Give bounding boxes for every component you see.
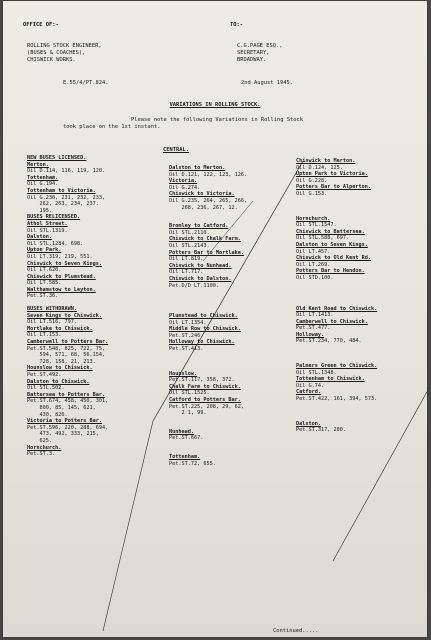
vehicle-list: Oil STL.1547. — [296, 222, 337, 229]
location-entry: Mortlake to Chiswick. — [27, 325, 93, 332]
location-entry: Catford. — [296, 389, 321, 396]
vehicle-list: 2 1, 99. — [169, 410, 207, 417]
location-entry: Middle Row to Chiswick. — [169, 326, 241, 333]
vehicle-list: Oil LT.1354. — [169, 319, 207, 326]
vehicle-list: Oil STL.588, 697. — [296, 235, 350, 242]
location-entry: Potters Bar to Mortlake. — [169, 249, 244, 256]
vehicle-list: Oil STL.502. — [27, 385, 65, 392]
reference-number: E.55/4/PT.824. — [63, 80, 109, 86]
location-entry: Hornchurch. — [27, 444, 62, 451]
vehicle-list: Oil G.228. — [296, 177, 328, 184]
location-entry: Old Kent Road to Chiswick. — [296, 305, 378, 312]
location-entry: Dalston. — [27, 234, 52, 241]
vehicle-list: Pet.ST.225, 208, 29, 62, — [169, 403, 244, 410]
vehicle-list: Oil STL.1319. — [27, 227, 68, 234]
intro-line-1: Please note the following Variations in Rolling Stock — [131, 117, 304, 123]
category-heading: NEW BUSES LICENSED. — [27, 155, 87, 161]
location-entry: Chalk Farm to Chiswick. — [169, 383, 241, 390]
to-line-1: C.G.PAGE ESQ., — [237, 43, 283, 49]
vehicle-list: Pet.ST.667. — [169, 435, 204, 442]
location-entry: Battersea to Potters Bar. — [27, 391, 106, 398]
section-central: CENTRAL. — [163, 147, 189, 153]
location-entry: Tottenham to Chiswick. — [296, 376, 365, 383]
vehicle-list: Oil G.235, 264, 265, 266, — [169, 197, 248, 204]
vehicle-list: Pet.ST.596, 220, 288, 694, — [27, 424, 109, 431]
location-entry: Chiswick to Nunhead. — [169, 262, 232, 269]
vehicle-list: Oil STL.2143. — [169, 242, 210, 249]
column-middle — [169, 165, 247, 467]
location-entry: Potters Bar to Alperton. — [296, 184, 371, 191]
location-entry: Tottenham to Victoria. — [27, 187, 96, 194]
vehicle-list: 268, 236, 267, 12. — [169, 204, 238, 211]
location-entry: Nunhead. — [169, 428, 194, 435]
vehicle-list: Pet.ST.117, 358, 372. — [169, 377, 235, 384]
location-entry: Tottenham. — [169, 454, 201, 460]
vehicle-list: Pet.ST.674, 458, 450, 301, — [27, 398, 109, 405]
vehicle-list: Oil STL.1284, 698. — [27, 240, 84, 247]
vehicle-list: Oil G.194. — [27, 181, 59, 188]
location-entry: Chiswick to Victoria. — [169, 191, 235, 198]
vehicle-list: Oil LT.819. — [169, 256, 204, 263]
column-right — [296, 158, 377, 434]
vehicle-list: Pet.ST.234, 770, 484. — [296, 338, 362, 345]
location-entry: Walthamstow to Leyton. — [27, 286, 96, 293]
vehicle-list: Pet.ST.72, 655. — [169, 460, 216, 467]
location-entry: Dalston to Seven Kings. — [296, 241, 368, 248]
vehicle-list: Pet.ST.3. — [27, 451, 56, 458]
vehicle-list: Oil G.274. — [169, 184, 201, 191]
location-entry: Chiswick to Chalk Farm. — [169, 236, 241, 243]
vehicle-list: 800, 85, 145, 621, — [27, 404, 96, 411]
to-label: TO:- — [230, 22, 243, 28]
vehicle-list: 195. — [27, 207, 52, 214]
vehicle-list: Oil D.124, 125. — [296, 164, 343, 171]
memo-date: 2nd August 1945. — [241, 80, 293, 86]
vehicle-list: Oil G.230, 231, 232, 233, — [27, 194, 106, 201]
vehicle-list: Pet.ST.477. — [296, 325, 331, 332]
vehicle-list: 625. — [27, 437, 52, 444]
from-line-3: CHISWICK WORKS. — [27, 57, 76, 63]
vehicle-list: Pet.ST.492. — [27, 372, 62, 378]
pencil-diagonal-stroke — [103, 421, 153, 631]
from-line-2: (BUSES & COACHES), — [27, 50, 86, 56]
vehicle-list: Oil G.74. — [296, 382, 325, 389]
vehicle-list: 728, 158, 21, 213. — [27, 358, 96, 365]
location-entry: Catford to Potters Bar. — [169, 397, 241, 404]
vehicle-list: Oil LT.269. — [296, 261, 331, 268]
location-entry: Bromley to Catford. — [169, 223, 229, 230]
location-entry: Tottenham. — [27, 174, 59, 181]
vehicle-list: Oil LT.153. — [27, 332, 62, 339]
location-entry: Potters Bar to Hendon. — [296, 268, 365, 275]
vehicle-list: Oil STL.1525. — [169, 390, 210, 397]
vehicle-list: Pet.D/D LT.1100. — [169, 282, 219, 289]
location-entry: Holloway. — [296, 331, 325, 338]
vehicle-list: Oil LT.620. — [27, 267, 62, 274]
location-entry: Athol Street. — [27, 220, 68, 227]
vehicle-list: 430, 826. — [27, 411, 68, 418]
location-entry: Dalston to Merton. — [169, 165, 226, 171]
location-entry: Holloway to Chiswick. — [169, 339, 235, 346]
vehicle-list: Pet.ST.36. — [27, 293, 59, 300]
vehicle-list: Oil G.153. — [296, 190, 328, 197]
location-entry: Victoria to Potters Bar. — [27, 418, 102, 425]
column-left — [27, 155, 108, 458]
location-entry: Chiswick to Old Kent Rd. — [296, 255, 371, 262]
memo-page — [3, 1, 427, 637]
location-entry: Merton. — [27, 161, 49, 168]
vehicle-list: Pet.ST.548, 825, 722, 75, — [27, 345, 106, 352]
location-entry: Dalston to Chiswick. — [27, 378, 90, 385]
to-line-2: SECRETARY, — [237, 50, 270, 56]
memo-title: VARIATIONS IN ROLLING STOCK. — [169, 102, 261, 108]
vehicle-list: Oil D.114, 116, 119, 120. — [27, 168, 106, 175]
location-entry: Hounslow to Chiswick. — [27, 365, 93, 372]
vehicle-list: Oil LT.1413. — [296, 312, 334, 319]
vehicle-list: Oil LT.457. — [296, 248, 331, 255]
vehicle-list: Pet.ST.246. — [169, 332, 204, 339]
location-entry: Dalston. — [296, 420, 321, 427]
location-entry: Chiswick to Plumstead. — [27, 273, 96, 280]
location-entry: Chiswick to Merton. — [296, 158, 356, 164]
from-line-1: ROLLING STOCK ENGINEER, — [27, 43, 102, 49]
category-heading: BUSES RELICENSED. — [27, 214, 81, 221]
location-entry: Hornchurch. — [296, 215, 331, 222]
continued-note: Continued..... — [273, 628, 319, 634]
location-entry: Seven Kings to Chiswick. — [27, 312, 102, 319]
vehicle-list: Oil LT.717. — [169, 269, 204, 276]
location-entry: Upton Park. — [27, 247, 62, 254]
vehicle-list: Oil STL.2110. — [169, 229, 210, 236]
to-line-3: BROADWAY. — [237, 57, 267, 63]
location-entry: Palmers Green to Chiswick. — [296, 363, 378, 370]
vehicle-list: Oil LT.516, 797. — [27, 319, 77, 326]
location-entry: Victoria. — [169, 178, 198, 185]
location-entry: Hounslow. — [169, 370, 198, 377]
vehicle-list: Oil STL.1348. — [296, 369, 337, 376]
vehicle-list: Oil LT.585. — [27, 280, 62, 287]
vehicle-list: 473, 492, 333, 215, — [27, 431, 99, 438]
vehicle-list: Oil STD.100. — [296, 274, 334, 281]
intro-line-2: took place on the 1st instant. — [63, 124, 161, 130]
location-entry: Chiswick to Dalston. — [169, 275, 232, 282]
vehicle-list: Pet.ST.413. — [169, 346, 204, 353]
vehicle-list: Pet.ST.422, 161, 394, 573. — [296, 396, 378, 403]
from-label: OFFICE OF:- — [23, 22, 59, 28]
vehicle-list: Oil D.121, 122, 123, 126. — [169, 171, 248, 178]
location-entry: Upton Park to Victoria. — [296, 171, 368, 178]
location-entry: Camberwell to Potters Bar. — [27, 339, 109, 346]
location-entry: Chiswick to Seven Kings. — [27, 260, 102, 267]
location-entry: Camberwell to Chiswick. — [296, 318, 368, 325]
vehicle-list: 594, 571, 68, 56,154, — [27, 352, 106, 359]
location-entry: Chiswick to Battersea. — [296, 228, 365, 235]
category-heading: BUSES WITHDRAWN. — [27, 306, 77, 313]
vehicle-list: 262, 263, 234, 237. — [27, 201, 99, 208]
location-entry: Plumstead to Chiswick. — [169, 313, 238, 320]
vehicle-list: Pet.ST.317, 200. — [296, 427, 346, 434]
vehicle-list: Oil LT.319, 219, 551. — [27, 253, 93, 260]
